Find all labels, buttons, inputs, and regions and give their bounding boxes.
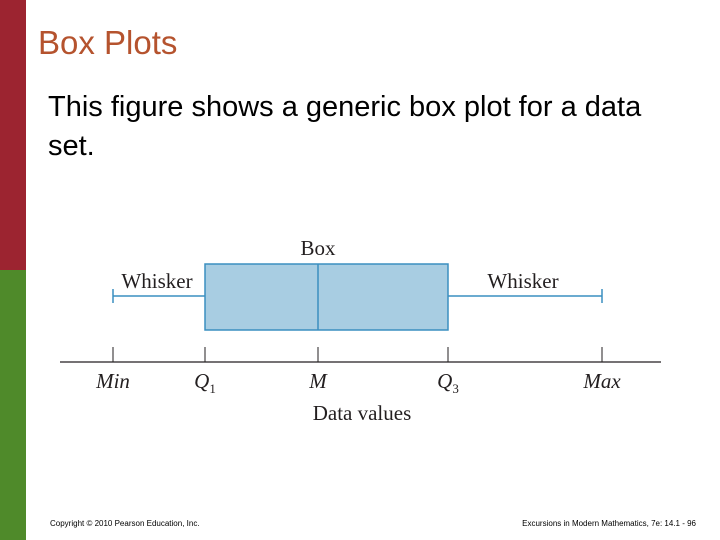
tick-label-q1-sub: 1: [209, 381, 216, 396]
box: [205, 264, 448, 330]
footer-copyright: Copyright © 2010 Pearson Education, Inc.: [50, 519, 200, 528]
tick-label-q3: $Q_3$: [437, 369, 459, 396]
tick-label-q3-sub: 3: [452, 381, 459, 396]
box-label: Box: [300, 236, 336, 260]
tick-label-q1: $Q_1$: [194, 369, 216, 396]
axis-label: Data values: [312, 401, 412, 425]
tick-label-median: M: [309, 369, 327, 393]
tick-label-max: Max: [583, 369, 621, 393]
body-text: This figure shows a generic box plot for a data set.: [48, 91, 642, 162]
footer-citation: Excursions in Modern Mathematics, 7e: 14.1 - 96: [522, 519, 696, 528]
tick-label-min: Min: [96, 369, 130, 393]
slide-title: Box Plots: [38, 24, 178, 61]
box-plot-diagram: [0, 225, 720, 430]
whisker-right-label: Whisker: [487, 269, 559, 293]
whisker-left-label: Whisker: [121, 269, 193, 293]
